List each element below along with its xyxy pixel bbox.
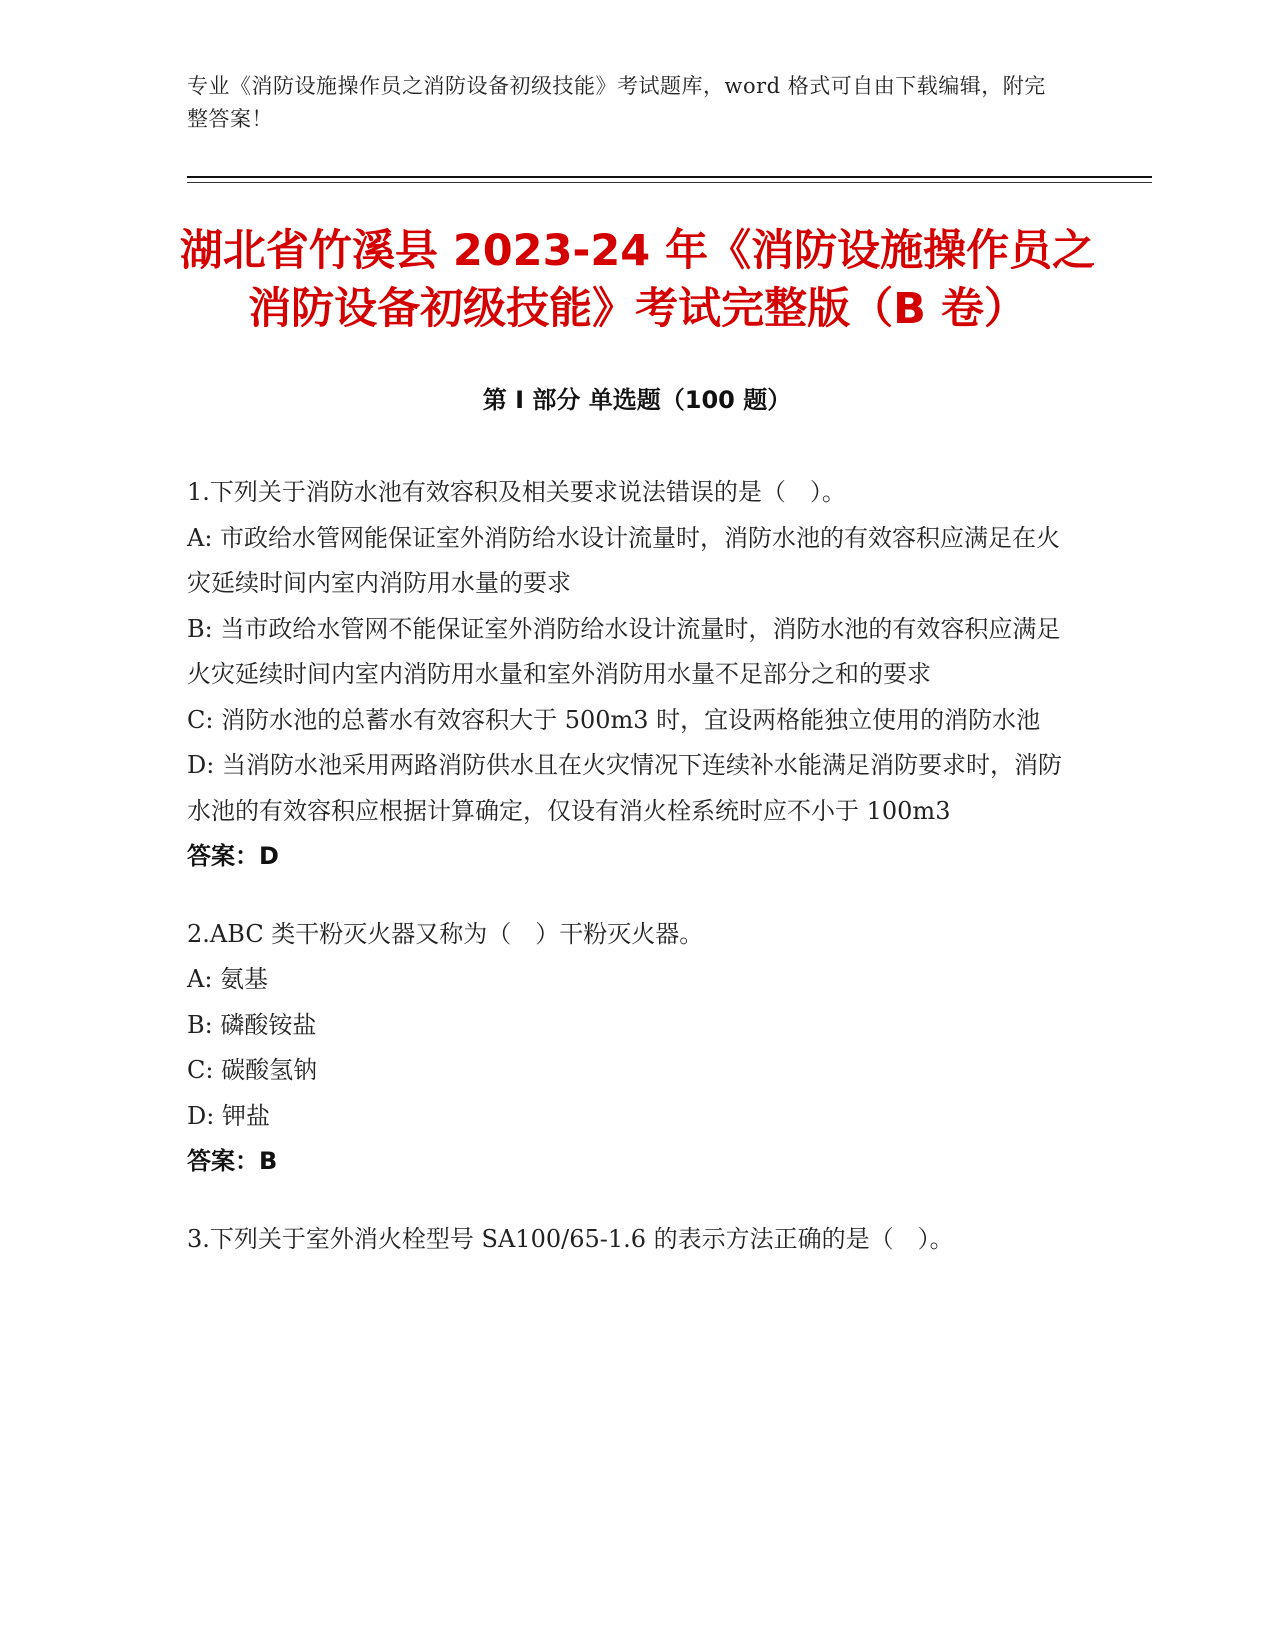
- question-1-option-a: A: 市政给水管网能保证室外消防给水设计流量时，消防水池的有效容积应满足在火灾延续时间内室内消防用水量的要求: [187, 523, 1061, 597]
- header-divider-thick: [187, 176, 1152, 178]
- question-list: [187, 470, 1077, 1294]
- header-note: 专业《消防设施操作员之消防设备初级技能》考试题库，word 格式可自由下载编辑，附完整答案！: [187, 74, 1046, 131]
- question-1-option-c: C: 消防水池的总蓄水有效容积大于 500m3 时，宜设两格能独立使用的消防水池: [187, 705, 1041, 734]
- section-title: 第 I 部分 单选题（100 题）: [482, 386, 792, 414]
- question-2-stem: 2.ABC 类干粉灭火器又称为（ ）干粉灭火器。: [187, 919, 704, 948]
- question-1-option-d: D: 当消防水池采用两路消防供水且在火灾情况下连续补水能满足消防要求时，消防水池的有效容积应根据计算确定，仅设有消火栓系统时应不小于 100m3: [187, 751, 1062, 825]
- question-1-stem: 1.下列关于消防水池有效容积及相关要求说法错误的是（ ）。: [187, 478, 846, 506]
- question-1-answer: 答案：D: [187, 842, 279, 870]
- question-2-option-d: D: 钾盐: [187, 1101, 270, 1130]
- question-2-option-b: B: 磷酸铵盐: [187, 1010, 317, 1039]
- question-2: [187, 912, 1077, 1185]
- question-2-answer: 答案：B: [187, 1147, 278, 1175]
- question-2-option-c: C: 碳酸氢钠: [187, 1056, 318, 1084]
- question-1: [187, 470, 1077, 880]
- question-2-option-a: A: 氨基: [187, 965, 269, 993]
- question-3-stem: 3.下列关于室外消火栓型号 SA100/65-1.6 的表示方法正确的是（ ）。: [187, 1224, 954, 1253]
- question-1-option-b: B: 当市政给水管网不能保证室外消防给水设计流量时，消防水池的有效容积应满足火灾延续时间内室内消防用水量和室外消防用水量不足部分之和的要求: [187, 614, 1061, 688]
- header-divider-thin: [187, 182, 1152, 183]
- document-title: 湖北省竹溪县 2023-24 年《消防设施操作员之消防设备初级技能》考试完整版（B 卷）: [179, 226, 1096, 334]
- question-3: [187, 1217, 1077, 1263]
